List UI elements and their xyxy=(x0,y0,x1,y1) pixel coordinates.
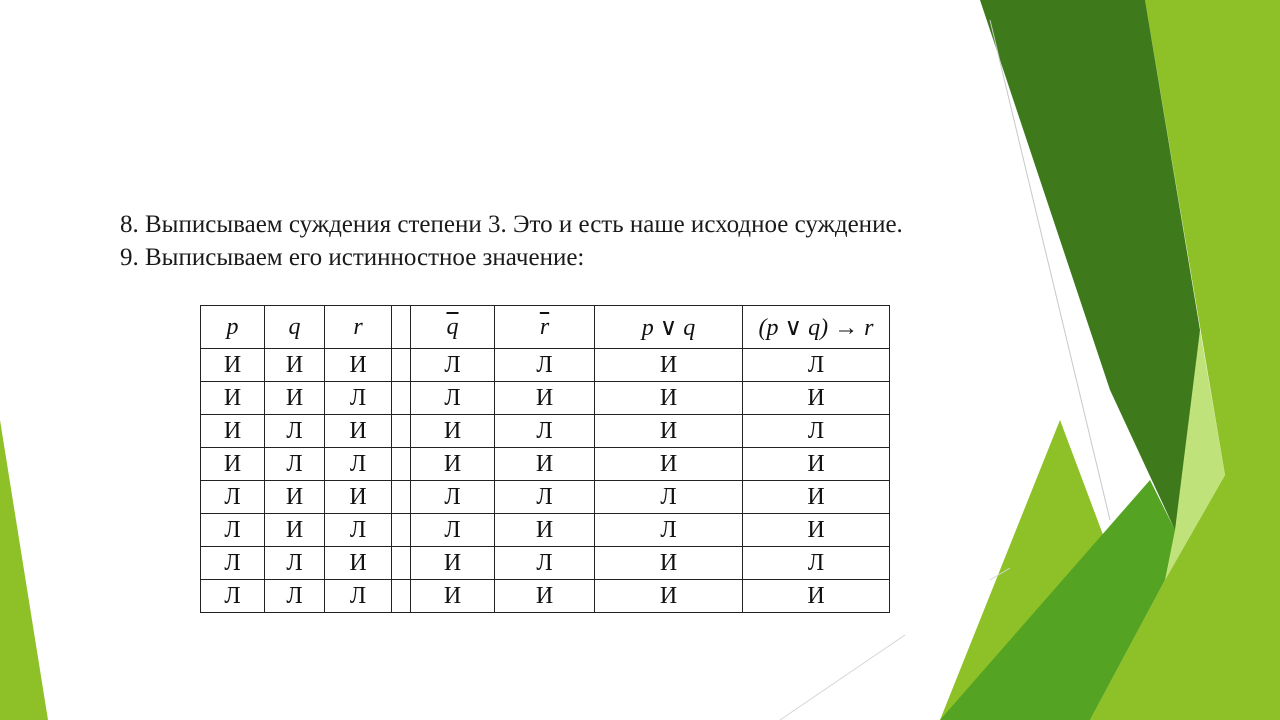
table-cell: Л xyxy=(495,481,595,514)
table-header-row xyxy=(201,306,890,349)
table-cell: Л xyxy=(201,547,265,580)
header-implication: (p ∨ q) → r xyxy=(743,306,890,349)
header-p: p xyxy=(201,306,265,349)
table-cell: И xyxy=(595,382,743,415)
table-cell: Л xyxy=(411,514,495,547)
table-cell: И xyxy=(265,382,325,415)
table-cell: И xyxy=(595,448,743,481)
table-cell xyxy=(392,514,411,547)
table-cell: И xyxy=(265,514,325,547)
table-cell: Л xyxy=(265,415,325,448)
table-cell: И xyxy=(265,349,325,382)
table-cell xyxy=(392,580,411,613)
table-cell: И xyxy=(325,481,392,514)
header-not-r: $\overline{r}$ xyxy=(495,306,595,349)
table-cell: Л xyxy=(265,448,325,481)
table-cell: Л xyxy=(265,580,325,613)
table-cell: И xyxy=(743,580,890,613)
table-cell: Л xyxy=(325,382,392,415)
table-cell: И xyxy=(495,580,595,613)
table-cell: Л xyxy=(411,481,495,514)
table-cell: Л xyxy=(595,481,743,514)
table-row xyxy=(201,514,890,547)
table-cell: И xyxy=(265,481,325,514)
header-not-q: $\overline{q}$ xyxy=(411,306,495,349)
table-cell: И xyxy=(325,349,392,382)
table-row xyxy=(201,547,890,580)
table-cell xyxy=(392,448,411,481)
table-cell xyxy=(392,382,411,415)
thin-line-2 xyxy=(780,635,905,720)
table-cell: Л xyxy=(743,547,890,580)
table-cell: И xyxy=(411,415,495,448)
step-9-line: 9. Выписываем его истинностное значение: xyxy=(120,244,585,271)
table-cell: Л xyxy=(743,349,890,382)
table-cell: Л xyxy=(201,580,265,613)
table-row xyxy=(201,415,890,448)
table-cell: И xyxy=(325,547,392,580)
truth-table xyxy=(200,305,890,613)
table-row xyxy=(201,448,890,481)
table-cell: И xyxy=(325,415,392,448)
table-cell: И xyxy=(743,382,890,415)
table-cell: И xyxy=(201,349,265,382)
slide-text xyxy=(120,208,903,274)
table-cell: И xyxy=(201,415,265,448)
table-cell: И xyxy=(411,448,495,481)
table-cell: Л xyxy=(743,415,890,448)
table-row xyxy=(201,349,890,382)
table-cell: И xyxy=(595,580,743,613)
table-cell: И xyxy=(595,415,743,448)
table-cell: И xyxy=(201,382,265,415)
table-row xyxy=(201,382,890,415)
table-cell: Л xyxy=(495,349,595,382)
table-cell xyxy=(392,547,411,580)
table-cell: И xyxy=(743,481,890,514)
table-cell: Л xyxy=(201,514,265,547)
table-cell: И xyxy=(495,448,595,481)
table-cell: И xyxy=(495,514,595,547)
table-cell: Л xyxy=(325,514,392,547)
header-p-or-not-q: p ∨ q xyxy=(595,306,743,349)
table-row xyxy=(201,580,890,613)
table-cell: Л xyxy=(325,448,392,481)
table-cell xyxy=(392,415,411,448)
step-8-line: 8. Выписываем суждения степени 3. Это и есть наше исходное суждение. xyxy=(120,211,903,238)
table-cell: И xyxy=(595,349,743,382)
table-cell: И xyxy=(201,448,265,481)
table-cell: И xyxy=(411,580,495,613)
table-cell: И xyxy=(411,547,495,580)
table-row xyxy=(201,481,890,514)
table-cell: И xyxy=(595,547,743,580)
table-cell: И xyxy=(495,382,595,415)
table-cell xyxy=(392,481,411,514)
table-cell: Л xyxy=(495,415,595,448)
table-cell: Л xyxy=(411,382,495,415)
table-cell: Л xyxy=(325,580,392,613)
table-cell: Л xyxy=(265,547,325,580)
table-cell: Л xyxy=(201,481,265,514)
table-cell: И xyxy=(743,514,890,547)
header-blank xyxy=(392,306,411,349)
header-q: q xyxy=(265,306,325,349)
table-cell: Л xyxy=(411,349,495,382)
left-lime-shape xyxy=(0,420,48,720)
header-r: r xyxy=(325,306,392,349)
table-cell xyxy=(392,349,411,382)
table-cell: И xyxy=(743,448,890,481)
table-cell: Л xyxy=(495,547,595,580)
table-cell: Л xyxy=(595,514,743,547)
